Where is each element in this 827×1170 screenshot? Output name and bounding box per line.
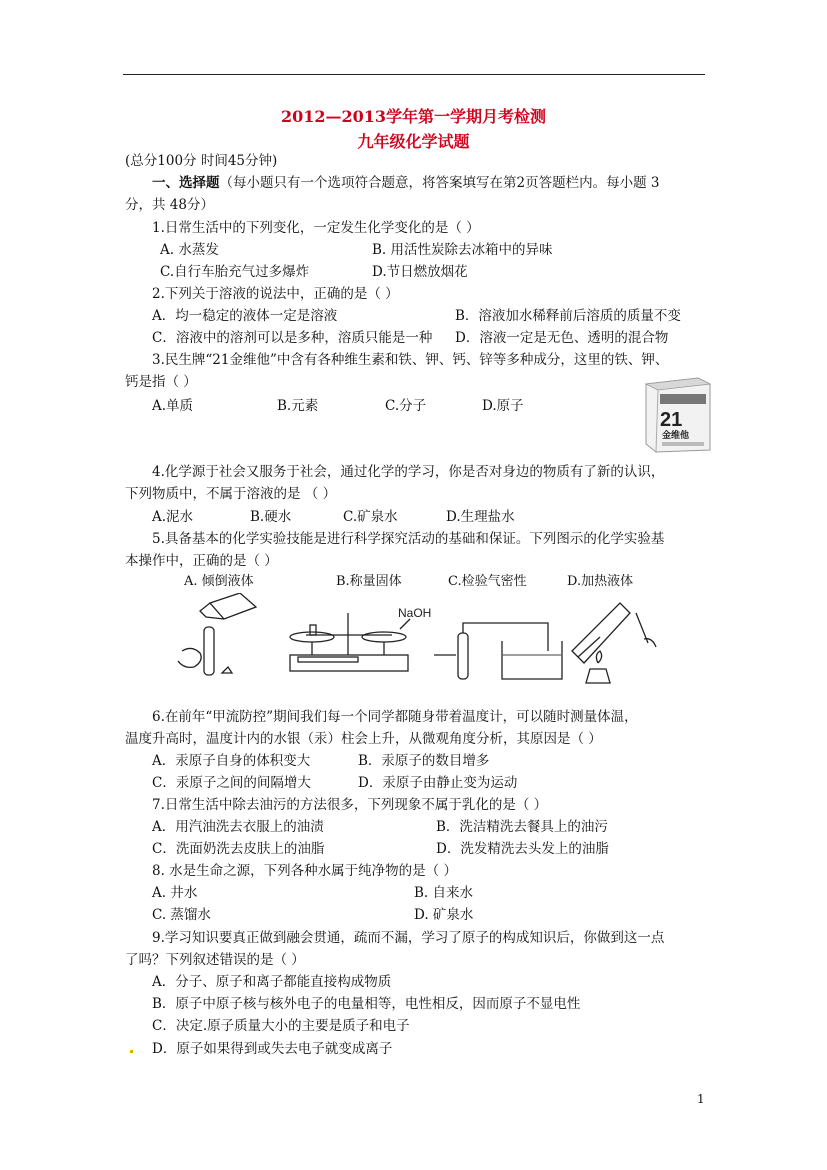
section-title: 一、选择题 bbox=[152, 175, 220, 191]
q8-option-c: C. 蒸馏水 bbox=[152, 907, 211, 923]
document-subtitle: 九年级化学试题 bbox=[357, 132, 470, 151]
q9-stem-cont: 了吗？下列叙述错误的是（ ） bbox=[125, 952, 305, 968]
q7-stem: 7.日常生活中除去油污的方法很多，下列现象不属于乳化的是（ ） bbox=[152, 797, 548, 813]
q1-option-d: D.节日燃放烟花 bbox=[372, 264, 468, 280]
q9-option-b: B．原子中原子核与核外电子的电量相等，电性相反，因而原子不显电性 bbox=[152, 996, 581, 1012]
q2-option-c: C．溶液中的溶剂可以是多种，溶质只能是一种 bbox=[152, 330, 433, 346]
vitamin-box-image bbox=[640, 374, 714, 454]
q1-option-b: B. 用活性炭除去冰箱中的异味 bbox=[372, 242, 553, 258]
q6-option-b: B．汞原子的数目增多 bbox=[358, 753, 490, 769]
q6-stem: 6.在前年“甲流防控”期间我们每一个同学都随身带着温度计，可以随时测量体温， bbox=[152, 709, 638, 725]
document-title: 2012—2013学年第一学期月考检测 bbox=[280, 107, 547, 126]
vitamin-box-label: 21 bbox=[660, 409, 683, 431]
pouring-liquid-illustration bbox=[178, 593, 256, 675]
header-rule bbox=[123, 74, 705, 75]
heating-liquid-illustration bbox=[572, 603, 656, 683]
naoh-label: NaOH bbox=[398, 606, 432, 620]
q8-option-b: B. 自来水 bbox=[414, 885, 474, 901]
q4-stem: 4.化学源于社会又服务于社会，通过化学的学习，你是否对身边的物质有了新的认识， bbox=[152, 464, 665, 480]
q3-option-b: B.元素 bbox=[277, 398, 319, 414]
q5-option-c: C.检验气密性 bbox=[448, 574, 527, 589]
q8-stem: 8. 水是生命之源，下列各种水属于纯净物的是（ ） bbox=[152, 863, 457, 879]
q1-option-c: C.自行车胎充气过多爆炸 bbox=[160, 264, 310, 280]
q7-option-a: A．用汽油洗去衣服上的油渍 bbox=[152, 819, 324, 835]
q4-option-b: B.硬水 bbox=[250, 509, 292, 525]
airtightness-illustration bbox=[434, 623, 562, 679]
q5-option-b: B.称量固体 bbox=[336, 574, 402, 589]
q2-stem: 2.下列关于溶液的说法中，正确的是（ ） bbox=[152, 286, 399, 302]
q2-option-b: B．溶液加水稀释前后溶质的质量不变 bbox=[455, 308, 681, 324]
q6-option-c: C．汞原子之间的间隔增大 bbox=[152, 775, 311, 791]
section-header bbox=[152, 174, 659, 192]
q5-stem: 5.具备基本的化学实验技能是进行科学探究活动的基础和保证。下列图示的化学实验基 bbox=[152, 531, 665, 547]
q9-option-c: C．决定.原子质量大小的主要是质子和电子 bbox=[152, 1018, 410, 1034]
q5-option-d: D.加热液体 bbox=[567, 574, 634, 589]
q5-option-a: A. 倾倒液体 bbox=[184, 574, 254, 589]
q8-option-d: D. 矿泉水 bbox=[414, 907, 474, 923]
q9-option-a: A．分子、原子和离子都能直接构成物质 bbox=[152, 974, 392, 990]
exam-meta: (总分100分 时间45分钟) bbox=[125, 153, 278, 169]
q1-stem: 1.日常生活中的下列变化，一定发生化学变化的是（ ） bbox=[152, 220, 480, 236]
q4-option-a: A.泥水 bbox=[152, 509, 194, 525]
q2-option-a: A．均一稳定的液体一定是溶液 bbox=[152, 308, 338, 324]
stray-dot bbox=[130, 1050, 133, 1053]
q7-option-c: C．洗面奶洗去皮肤上的油脂 bbox=[152, 841, 325, 857]
q5-stem-cont: 本操作中，正确的是（ ） bbox=[125, 553, 278, 569]
q9-stem: 9.学习知识要真正做到融会贯通，疏而不漏，学习了原子的构成知识后，你做到这一点 bbox=[152, 930, 665, 946]
q7-option-b: B．洗洁精洗去餐具上的油污 bbox=[436, 819, 608, 835]
q4-option-c: C.矿泉水 bbox=[343, 509, 398, 525]
q6-option-d: D．汞原子由静止变为运动 bbox=[358, 775, 518, 791]
q6-stem-cont: 温度升高时，温度计内的水银（汞）柱会上升，从微观角度分析，其原因是（ ） bbox=[125, 731, 602, 747]
page-number: 1 bbox=[697, 1092, 705, 1106]
q4-option-d: D.生理盐水 bbox=[446, 509, 515, 525]
q6-option-a: A．汞原子自身的体积变大 bbox=[152, 753, 311, 769]
q9-option-d: D．原子如果得到或失去电子就变成离子 bbox=[152, 1041, 393, 1057]
balance-illustration bbox=[290, 613, 410, 671]
lab-operations-figure bbox=[170, 593, 670, 688]
vitamin-box-name: 金维他 bbox=[662, 430, 690, 440]
q3-option-c: C.分子 bbox=[385, 398, 427, 414]
q8-option-a: A. 井水 bbox=[152, 885, 198, 901]
q7-option-d: D．洗发精洗去头发上的油脂 bbox=[436, 841, 609, 857]
q3-stem: 3.民生牌“21金维他”中含有各种维生素和铁、钾、钙、锌等多种成分，这里的铁、钾、 bbox=[152, 352, 669, 368]
q4-stem-cont: 下列物质中，不属于溶液的是 （ ） bbox=[125, 486, 337, 502]
section-note-cont: 分，共 48分） bbox=[125, 197, 214, 213]
q2-option-d: D．溶液一定是无色、透明的混合物 bbox=[455, 330, 669, 346]
q1-option-a: A. 水蒸发 bbox=[160, 242, 219, 258]
q3-option-a: A.单质 bbox=[152, 398, 194, 414]
q3-option-d: D.原子 bbox=[482, 398, 524, 414]
q3-stem-cont: 钙是指（ ） bbox=[125, 374, 197, 390]
section-note: （每小题只有一个选项符合题意，将答案填写在第2页答题栏内。每小题 3 bbox=[219, 175, 660, 191]
